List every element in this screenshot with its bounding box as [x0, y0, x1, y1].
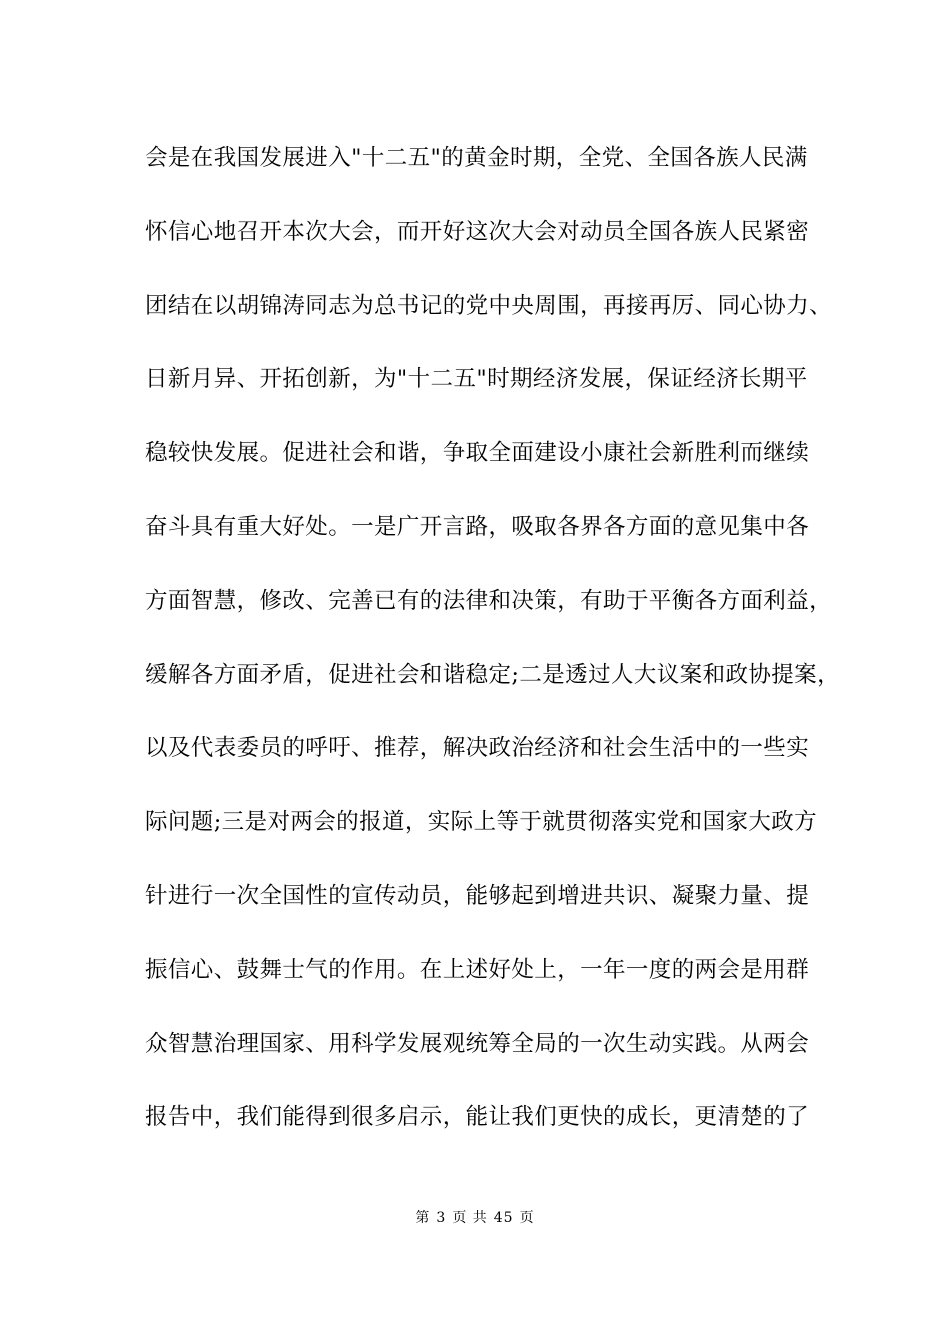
text-line: 针进行一次全国性的宣传动员，能够起到增进共识、凝聚力量、提 — [145, 882, 810, 909]
text-line: 稳较快发展。促进社会和谐，争取全面建设小康社会新胜利而继续 — [145, 440, 810, 467]
page-footer — [0, 1208, 950, 1228]
text-line: 日新月异、开拓创新，为"十二五"时期经济发展，保证经济长期平 — [145, 366, 808, 393]
text-line: 奋斗具有重大好处。一是广开言路，吸取各界各方面的意见集中各 — [145, 513, 810, 540]
text-line: 方面智慧，修改、完善已有的法律和决策，有助于平衡各方面利益， — [145, 587, 833, 614]
footer-prefix: 第 — [415, 1210, 431, 1226]
text-line: 报告中，我们能得到很多启示，能让我们更快的成长，更清楚的了 — [145, 1104, 810, 1131]
body-text — [145, 136, 845, 1169]
text-line: 会是在我国发展进入"十二五"的黄金时期，全党、全国各族人民满 — [145, 145, 808, 171]
total-pages-number: 45 — [493, 1210, 514, 1226]
text-line: 际问题;三是对两会的报道，实际上等于就贯彻落实党和国家大政方 — [145, 809, 818, 836]
text-line: 缓解各方面矛盾，促进社会和谐稳定;二是透过人大议案和政协提案， — [145, 661, 840, 688]
text-line: 怀信心地召开本次大会，而开好这次大会对动员全国各族人民紧密 — [145, 218, 810, 245]
text-line: 以及代表委员的呼吁、推荐，解决政治经济和社会生活中的一些实 — [145, 735, 810, 762]
text-line: 团结在以胡锦涛同志为总书记的党中央周围，再接再厉、同心协力、 — [145, 292, 833, 319]
footer-middle: 页 共 — [452, 1210, 488, 1226]
text-line: 众智慧治理国家、用科学发展观统筹全局的一次生动实践。从两会 — [145, 1030, 810, 1057]
current-page-number: 3 — [436, 1210, 447, 1226]
text-line: 振信心、鼓舞士气的作用。在上述好处上，一年一度的两会是用群 — [145, 956, 810, 983]
footer-suffix: 页 — [519, 1210, 535, 1226]
